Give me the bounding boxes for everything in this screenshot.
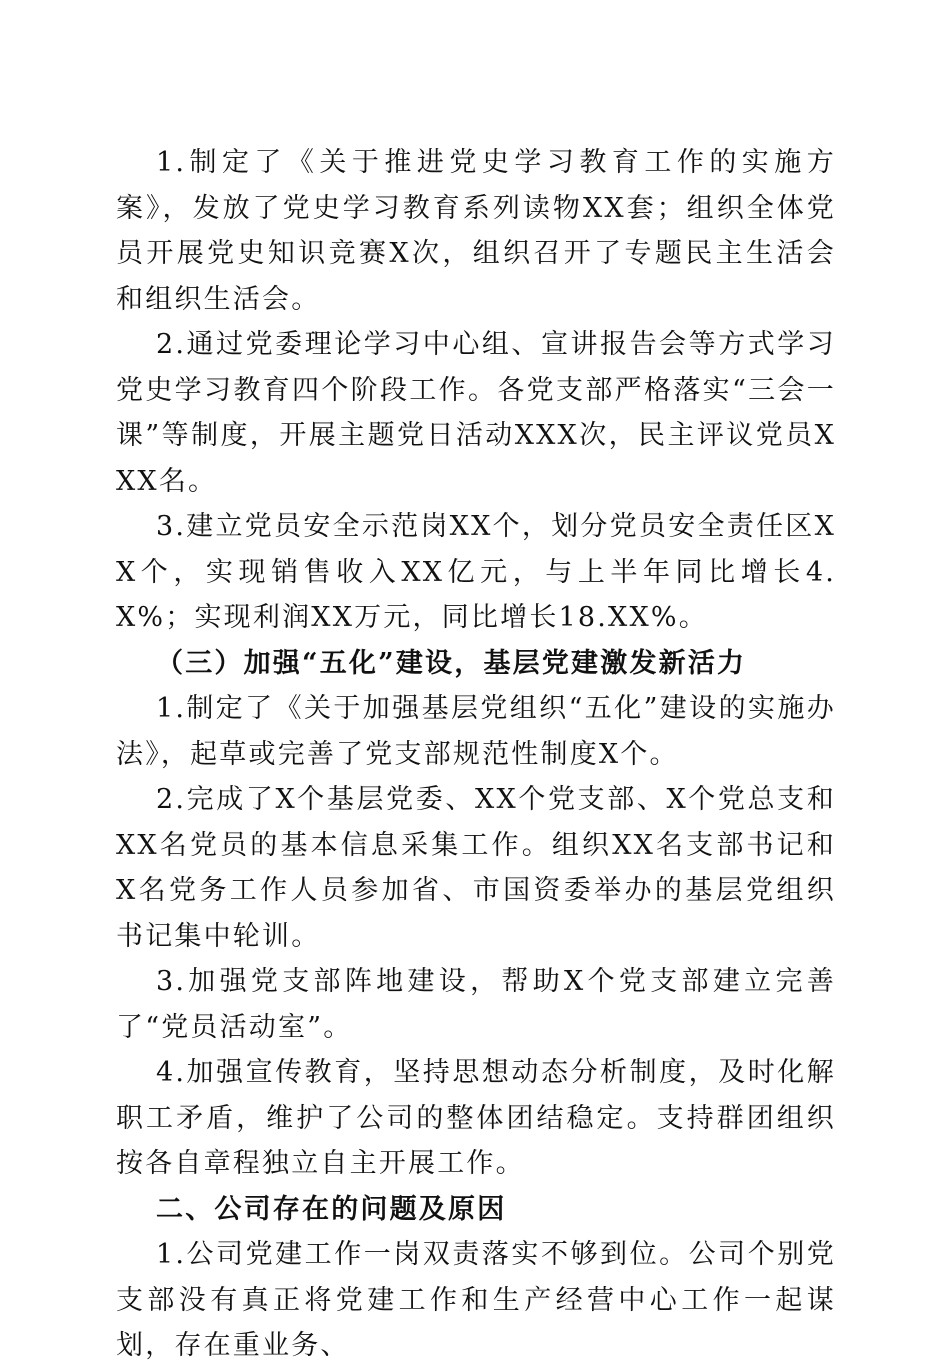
paragraph-1-1: 1.制定了《关于推进党史学习教育工作的实施方案》，发放了党史学习教育系列读物XX套；组织全体党员开展党史知识竞赛X次，组织召开了专题民主生活会和组织生活会。 — [116, 147, 836, 315]
section-heading-3: （三）加强“五化”建设，基层党建激发新活力 — [156, 647, 747, 679]
document-body — [116, 140, 836, 1369]
paragraph-3-3: 3.加强党支部阵地建设，帮助X个党支部建立完善了“党员活动室”。 — [116, 966, 836, 1043]
paragraph-3-4: 4.加强宣传教育，坚持思想动态分析制度，及时化解职工矛盾，维护了公司的整体团结稳定。支持群团组织按各自章程独立自主开展工作。 — [116, 1057, 836, 1179]
section-heading-2: 二、公司存在的问题及原因 — [156, 1193, 507, 1225]
paragraph-2-1: 1.公司党建工作一岗双责落实不够到位。公司个别党支部没有真正将党建工作和生产经营中心工作一起谋划，存在重业务、 — [116, 1239, 836, 1361]
paragraph-3-1: 1.制定了《关于加强基层党组织“五化”建设的实施办法》，起草或完善了党支部规范性制度X个。 — [116, 693, 836, 770]
paragraph-3-2: 2.完成了X个基层党委、XX个党支部、X个党总支和XX名党员的基本信息采集工作。组织XX名支部书记和X名党务工作人员参加省、市国资委举办的基层党组织书记集中轮训。 — [116, 784, 836, 952]
paragraph-1-2: 2.通过党委理论学习中心组、宣讲报告会等方式学习党史学习教育四个阶段工作。各党支部严格落实“三会一课”等制度，开展主题党日活动XXX次，民主评议党员XXX名。 — [116, 329, 836, 497]
paragraph-1-3: 3.建立党员安全示范岗XX个，划分党员安全责任区XX个，实现销售收入XX亿元，与上半年同比增长4.X%；实现利润XX万元，同比增长18.XX%。 — [116, 511, 836, 633]
